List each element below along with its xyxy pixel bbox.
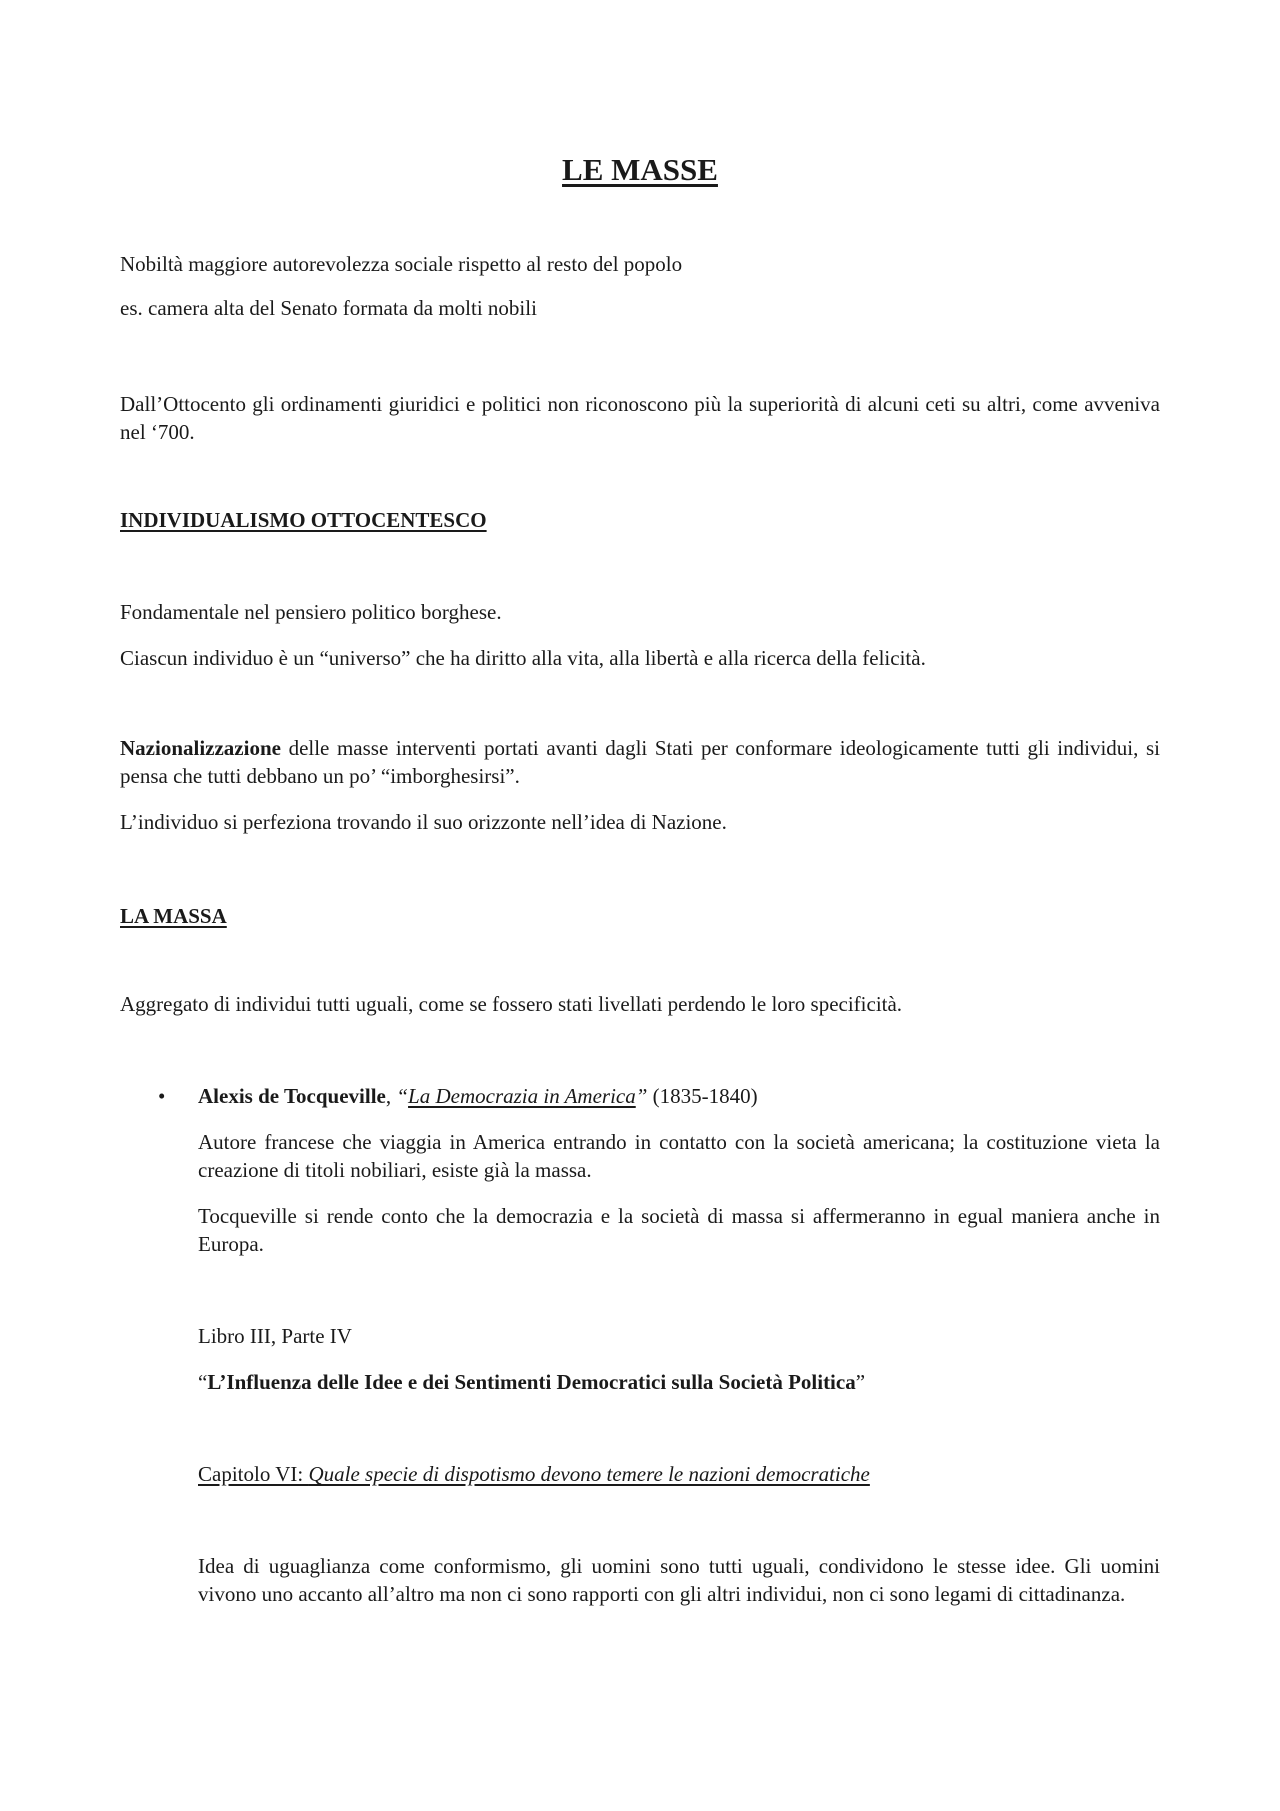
paragraph-tocqueville-europa: Tocqueville si rende conto che la democrazia e la società di massa si affermeranno in egual maniera anche in Europa. — [198, 1204, 1160, 1256]
book-quote-open: “ — [198, 1370, 208, 1394]
intro-line-senato: es. camera alta del Senato formata da molti nobili — [120, 296, 537, 320]
work-years: (1835-1840) — [647, 1084, 758, 1108]
quote-close: ” — [635, 1084, 648, 1108]
paragraph-nazione: L’individuo si perfeziona trovando il suo orizzonte nell’idea di Nazione. — [120, 810, 727, 834]
section-heading-massa: LA MASSA — [120, 904, 227, 928]
chapter-heading — [198, 1460, 1160, 1488]
paragraph-autore-francese: Autore francese che viaggia in America entrando in contatto con la società americana; la costituzione vieta la creazione di titoli nobiliari, esiste già la massa. — [198, 1130, 1160, 1182]
author-name: Alexis de Tocqueville — [198, 1084, 386, 1108]
term-nazionalizzazione: Nazionalizzazione — [120, 736, 281, 760]
bullet-item-tocqueville — [198, 1082, 1160, 1110]
quote-open: “ — [396, 1084, 409, 1108]
paragraph-nazionalizzazione — [120, 734, 1160, 790]
paragraph-uguaglianza: Idea di uguaglianza come conformismo, gli uomini sono tutti uguali, condividono le stesse idee. Gli uomini vivono uno accanto all’altro ma non ci sono rapporti con gli altri individui, non ci sono legami di cittadinanza. — [198, 1554, 1160, 1606]
nazionalizzazione-text: delle masse interventi portati avanti dagli Stati per conformare ideologicamente tutti gli individui, si pensa che tutti debbano un po’ “imborghesirsi”. — [120, 736, 1160, 788]
page-title-text: LE MASSE — [562, 152, 718, 187]
paragraph-universo: Ciascun individuo è un “universo” che ha diritto alla vita, alla libertà e alla ricerca della felicità. — [120, 646, 926, 670]
book-title-text: L’Influenza delle Idee e dei Sentimenti Democratici sulla Società Politica — [207, 1370, 856, 1394]
intro-line-nobilta: Nobiltà maggiore autorevolezza sociale rispetto al resto del popolo — [120, 252, 683, 276]
bullet-dot: • — [158, 1084, 166, 1108]
book-quote-close: ” — [855, 1370, 866, 1394]
section-heading-individualismo: INDIVIDUALISMO OTTOCENTESCO — [120, 508, 487, 532]
paragraph-aggregato: Aggregato di individui tutti uguali, come se fossero stati livellati perdendo le loro specificità. — [120, 992, 903, 1016]
paragraph-pensiero-borghese: Fondamentale nel pensiero politico borghese. — [120, 600, 502, 624]
page-title — [0, 152, 1280, 188]
work-title: La Democrazia in America — [408, 1084, 636, 1108]
chapter-label: Capitolo VI: — [198, 1462, 309, 1486]
intro-paragraph-ottocento: Dall’Ottocento gli ordinamenti giuridici e politici non riconoscono più la superiorità di alcuni ceti su altri, come avveniva nel ‘700. — [120, 392, 1160, 444]
separator: , — [385, 1084, 397, 1108]
book-reference: Libro III, Parte IV — [198, 1324, 352, 1348]
book-title — [198, 1368, 1160, 1396]
chapter-title: Quale specie di dispotismo devono temere le nazioni democratiche — [308, 1462, 870, 1486]
